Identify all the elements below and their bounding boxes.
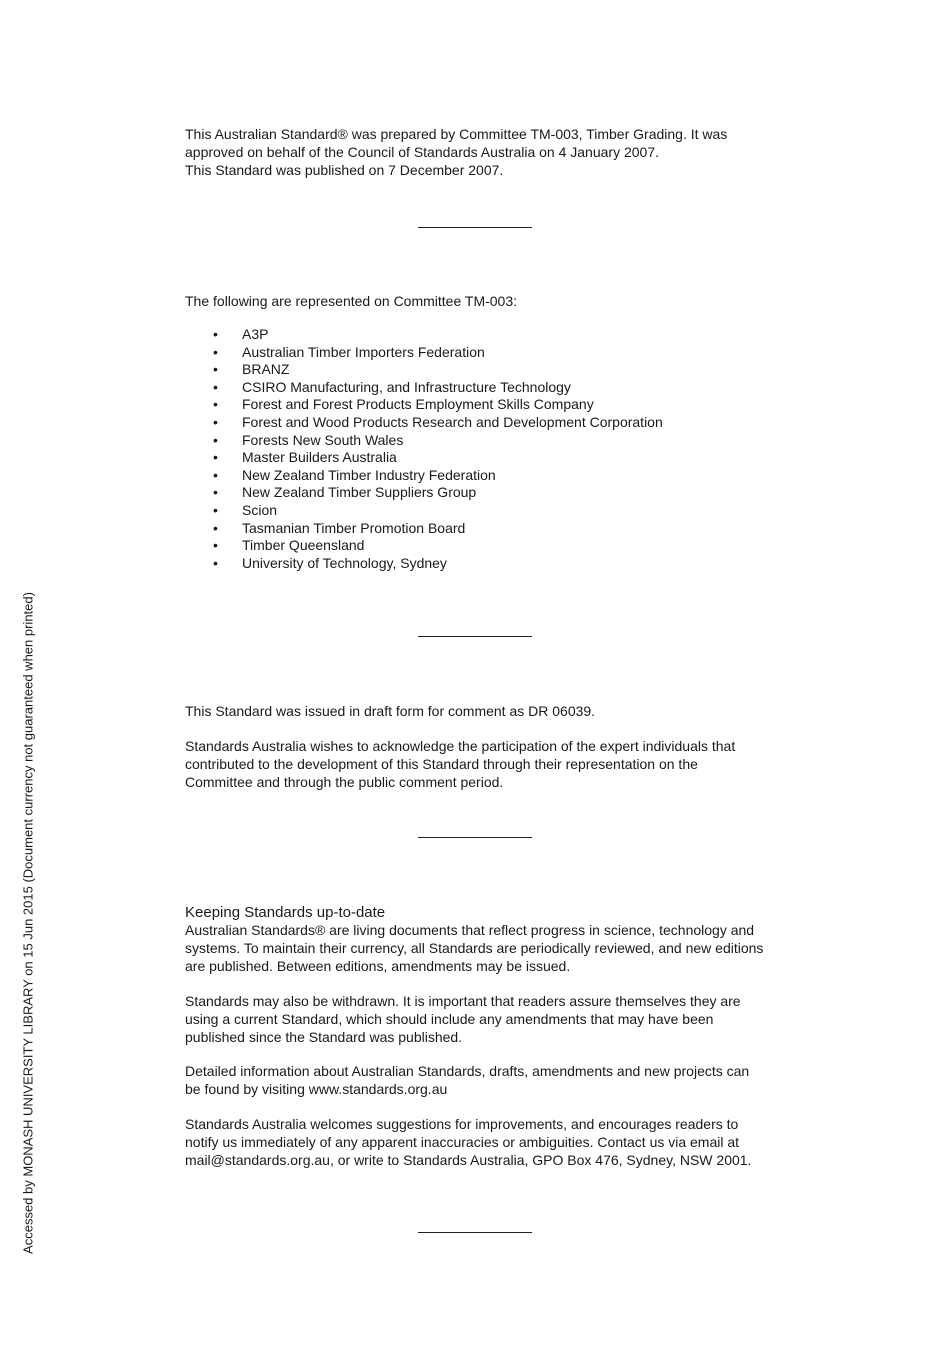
acknowledgement-line: Standards Australia wishes to acknowledge the participation of the expert individuals that: [185, 738, 736, 754]
bullet-icon: •: [213, 466, 218, 483]
paragraph-line: Standards Australia welcomes suggestions for improvements, and encourages readers to: [185, 1116, 739, 1132]
bullet-icon: •: [213, 519, 218, 536]
member-name: Master Builders Australia: [242, 449, 397, 466]
list-item: [213, 414, 663, 432]
list-item: [213, 537, 663, 555]
bullet-icon: •: [213, 484, 218, 501]
list-item: [213, 396, 663, 414]
bullet-icon: •: [213, 413, 218, 430]
bullet-icon: •: [213, 537, 218, 554]
bullet-icon: •: [213, 554, 218, 571]
committee-member-list: [213, 326, 663, 572]
member-name: Timber Queensland: [242, 537, 365, 554]
member-name: Scion: [242, 501, 278, 518]
paragraph-line: using a current Standard, which should include any amendments that may have been: [185, 1010, 714, 1027]
member-name: Tasmanian Timber Promotion Board: [242, 519, 466, 536]
member-name: New Zealand Timber Suppliers Group: [242, 484, 477, 501]
paragraph-line: mail@standards.org.au, or write to Standards Australia, GPO Box 476, Sydney, NSW 2001.: [185, 1151, 752, 1168]
list-item: [213, 502, 663, 520]
bullet-icon: •: [213, 449, 218, 466]
list-item: [213, 484, 663, 502]
acknowledgement-line: Committee and through the public comment period.: [185, 773, 504, 790]
access-watermark-text: Accessed by MONASH UNIVERSITY LIBRARY on 15 Jun 2015 (Document currency not guaranteed when printed): [20, 592, 36, 1254]
keeping-paragraph-4: [185, 1116, 785, 1169]
member-name: CSIRO Manufacturing, and Infrastructure Technology: [242, 378, 571, 395]
paragraph-line: Australian Standards® are living documents that reflect progress in science, technology and: [185, 922, 755, 938]
member-name: BRANZ: [242, 361, 290, 378]
preparation-paragraph: [185, 126, 785, 179]
list-item: [213, 449, 663, 467]
paragraph-line: are published. Between editions, amendments may be issued.: [185, 957, 571, 974]
paragraph-line: be found by visiting www.standards.org.au: [185, 1080, 448, 1097]
acknowledgement-line: contributed to the development of this Standard through their representation on the: [185, 755, 698, 772]
section-divider: [418, 227, 532, 228]
bullet-icon: •: [213, 378, 218, 395]
bullet-icon: •: [213, 361, 218, 378]
committee-intro: The following are represented on Committee TM-003:: [185, 293, 518, 309]
paragraph-line: systems. To maintain their currency, all Standards are periodically reviewed, and new editions: [185, 939, 764, 956]
bullet-icon: •: [213, 396, 218, 413]
list-item: [213, 344, 663, 362]
preparation-line: This Australian Standard® was prepared by Committee TM-003, Timber Grading. It was: [185, 126, 728, 142]
acknowledgement-paragraph: [185, 738, 785, 791]
section-divider: [418, 837, 532, 838]
paragraph-line: Detailed information about Australian Standards, drafts, amendments and new projects can: [185, 1063, 750, 1079]
preparation-line: approved on behalf of the Council of Standards Australia on 4 January 2007.: [185, 143, 659, 160]
list-item: [213, 379, 663, 397]
member-name: Forests New South Wales: [242, 431, 404, 448]
paragraph-line: notify us immediately of any apparent inaccuracies or ambiguities. Contact us via email at: [185, 1133, 740, 1150]
paragraph-line: Standards may also be withdrawn. It is important that readers assure themselves they are: [185, 993, 741, 1009]
member-name: Forest and Forest Products Employment Skills Company: [242, 396, 594, 413]
list-item: [213, 467, 663, 485]
keeping-paragraph-2: [185, 993, 785, 1046]
member-name: Australian Timber Importers Federation: [242, 343, 485, 360]
list-item: [213, 520, 663, 538]
paragraph-line: published since the Standard was published.: [185, 1028, 463, 1045]
list-item: [213, 326, 663, 344]
member-name: University of Technology, Sydney: [242, 554, 447, 571]
draft-issued-text: This Standard was issued in draft form for comment as DR 06039.: [185, 703, 596, 719]
bullet-icon: •: [213, 326, 218, 342]
list-item: [213, 432, 663, 450]
keeping-paragraph-3: [185, 1063, 785, 1099]
list-item: [213, 361, 663, 379]
section-divider: [418, 1232, 532, 1233]
preparation-line: This Standard was published on 7 December 2007.: [185, 161, 504, 178]
section-heading: Keeping Standards up-to-date: [185, 904, 386, 921]
section-divider: [418, 636, 532, 637]
bullet-icon: •: [213, 343, 218, 360]
member-name: Forest and Wood Products Research and Development Corporation: [242, 413, 663, 430]
member-name: New Zealand Timber Industry Federation: [242, 466, 496, 483]
bullet-icon: •: [213, 431, 218, 448]
member-name: A3P: [242, 326, 269, 342]
keeping-paragraph-1: [185, 922, 785, 975]
bullet-icon: •: [213, 501, 218, 518]
list-item: [213, 555, 663, 573]
